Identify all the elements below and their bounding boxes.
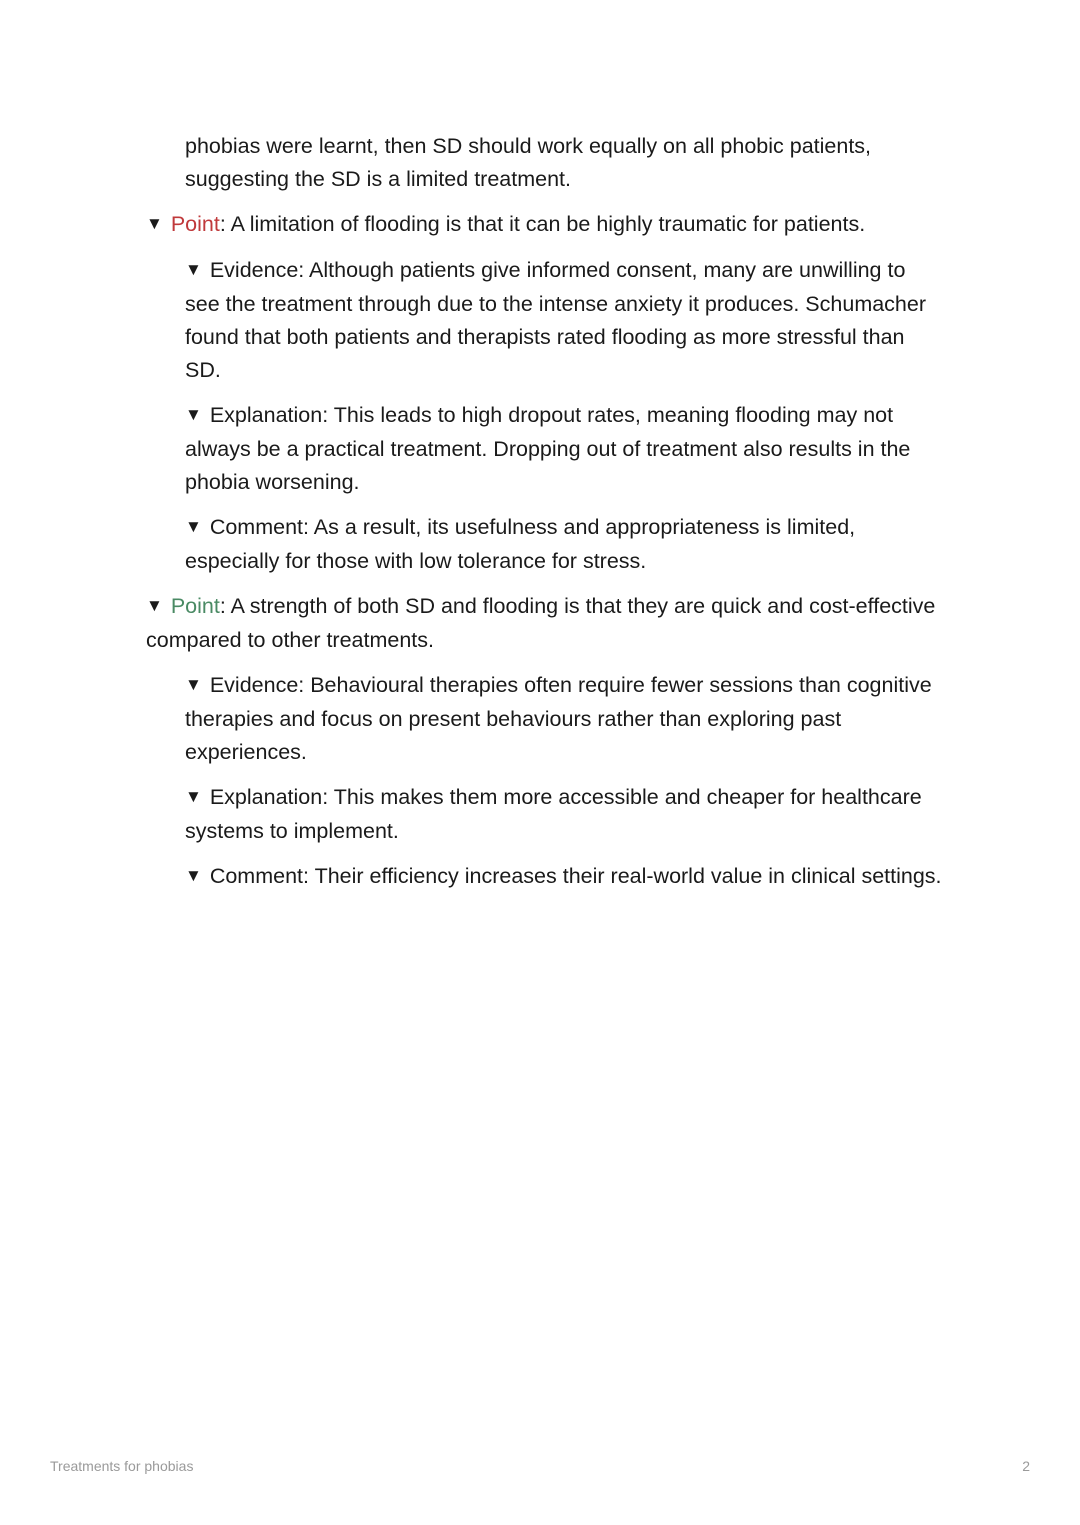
continuation-paragraph: phobias were learnt, then SD should work equally on all phobic patients, suggesting the SD is a limited treatment. [185, 134, 872, 191]
comment-item: ▼ Comment: As a result, its usefulness and appropriateness is limited, especially for those with low tolerance for stress. [146, 511, 946, 578]
point-label: Point [170, 212, 220, 236]
comment-item: ▼ Comment: Their efficiency increases their real-world value in clinical settings. [146, 860, 946, 894]
point-text: : A limitation of flooding is that it can be highly traumatic for patients. [219, 212, 866, 236]
toggle-triangle-icon[interactable]: ▼ [185, 517, 202, 536]
toggle-triangle-icon[interactable]: ▼ [185, 260, 202, 279]
toggle-triangle-icon[interactable]: ▼ [185, 787, 202, 806]
point-text: : A strength of both SD and flooding is that they are quick and cost-effective compared to other treatments. [146, 594, 936, 652]
document-body [146, 130, 946, 906]
toggle-triangle-icon[interactable]: ▼ [185, 405, 202, 424]
point-strength [146, 590, 946, 657]
explanation-item: ▼ Explanation: This makes them more accessible and cheaper for healthcare systems to implement. [146, 781, 946, 848]
point-label: Point [170, 594, 220, 618]
point-limitation [146, 208, 946, 242]
toggle-triangle-icon[interactable]: ▼ [185, 866, 202, 885]
toggle-triangle-icon[interactable]: ▼ [146, 214, 163, 233]
evidence-item: ▼ Evidence: Behavioural therapies often require fewer sessions than cognitive therapies and focus on present behaviours rather than exploring past experiences. [146, 669, 946, 769]
evidence-item: ▼ Evidence: Although patients give informed consent, many are unwilling to see the treatment through due to the intense anxiety it produces. Schumacher found that both patients and therapists rated flooding as more stressful than SD. [146, 254, 946, 387]
page-number: 2 [1022, 1458, 1030, 1474]
toggle-triangle-icon[interactable]: ▼ [185, 675, 202, 694]
footer-title: Treatments for phobias [50, 1458, 194, 1474]
toggle-triangle-icon[interactable]: ▼ [146, 596, 163, 615]
explanation-item: ▼ Explanation: This leads to high dropout rates, meaning flooding may not always be a practical treatment. Dropping out of treatment also results in the phobia worsening. [146, 399, 946, 499]
